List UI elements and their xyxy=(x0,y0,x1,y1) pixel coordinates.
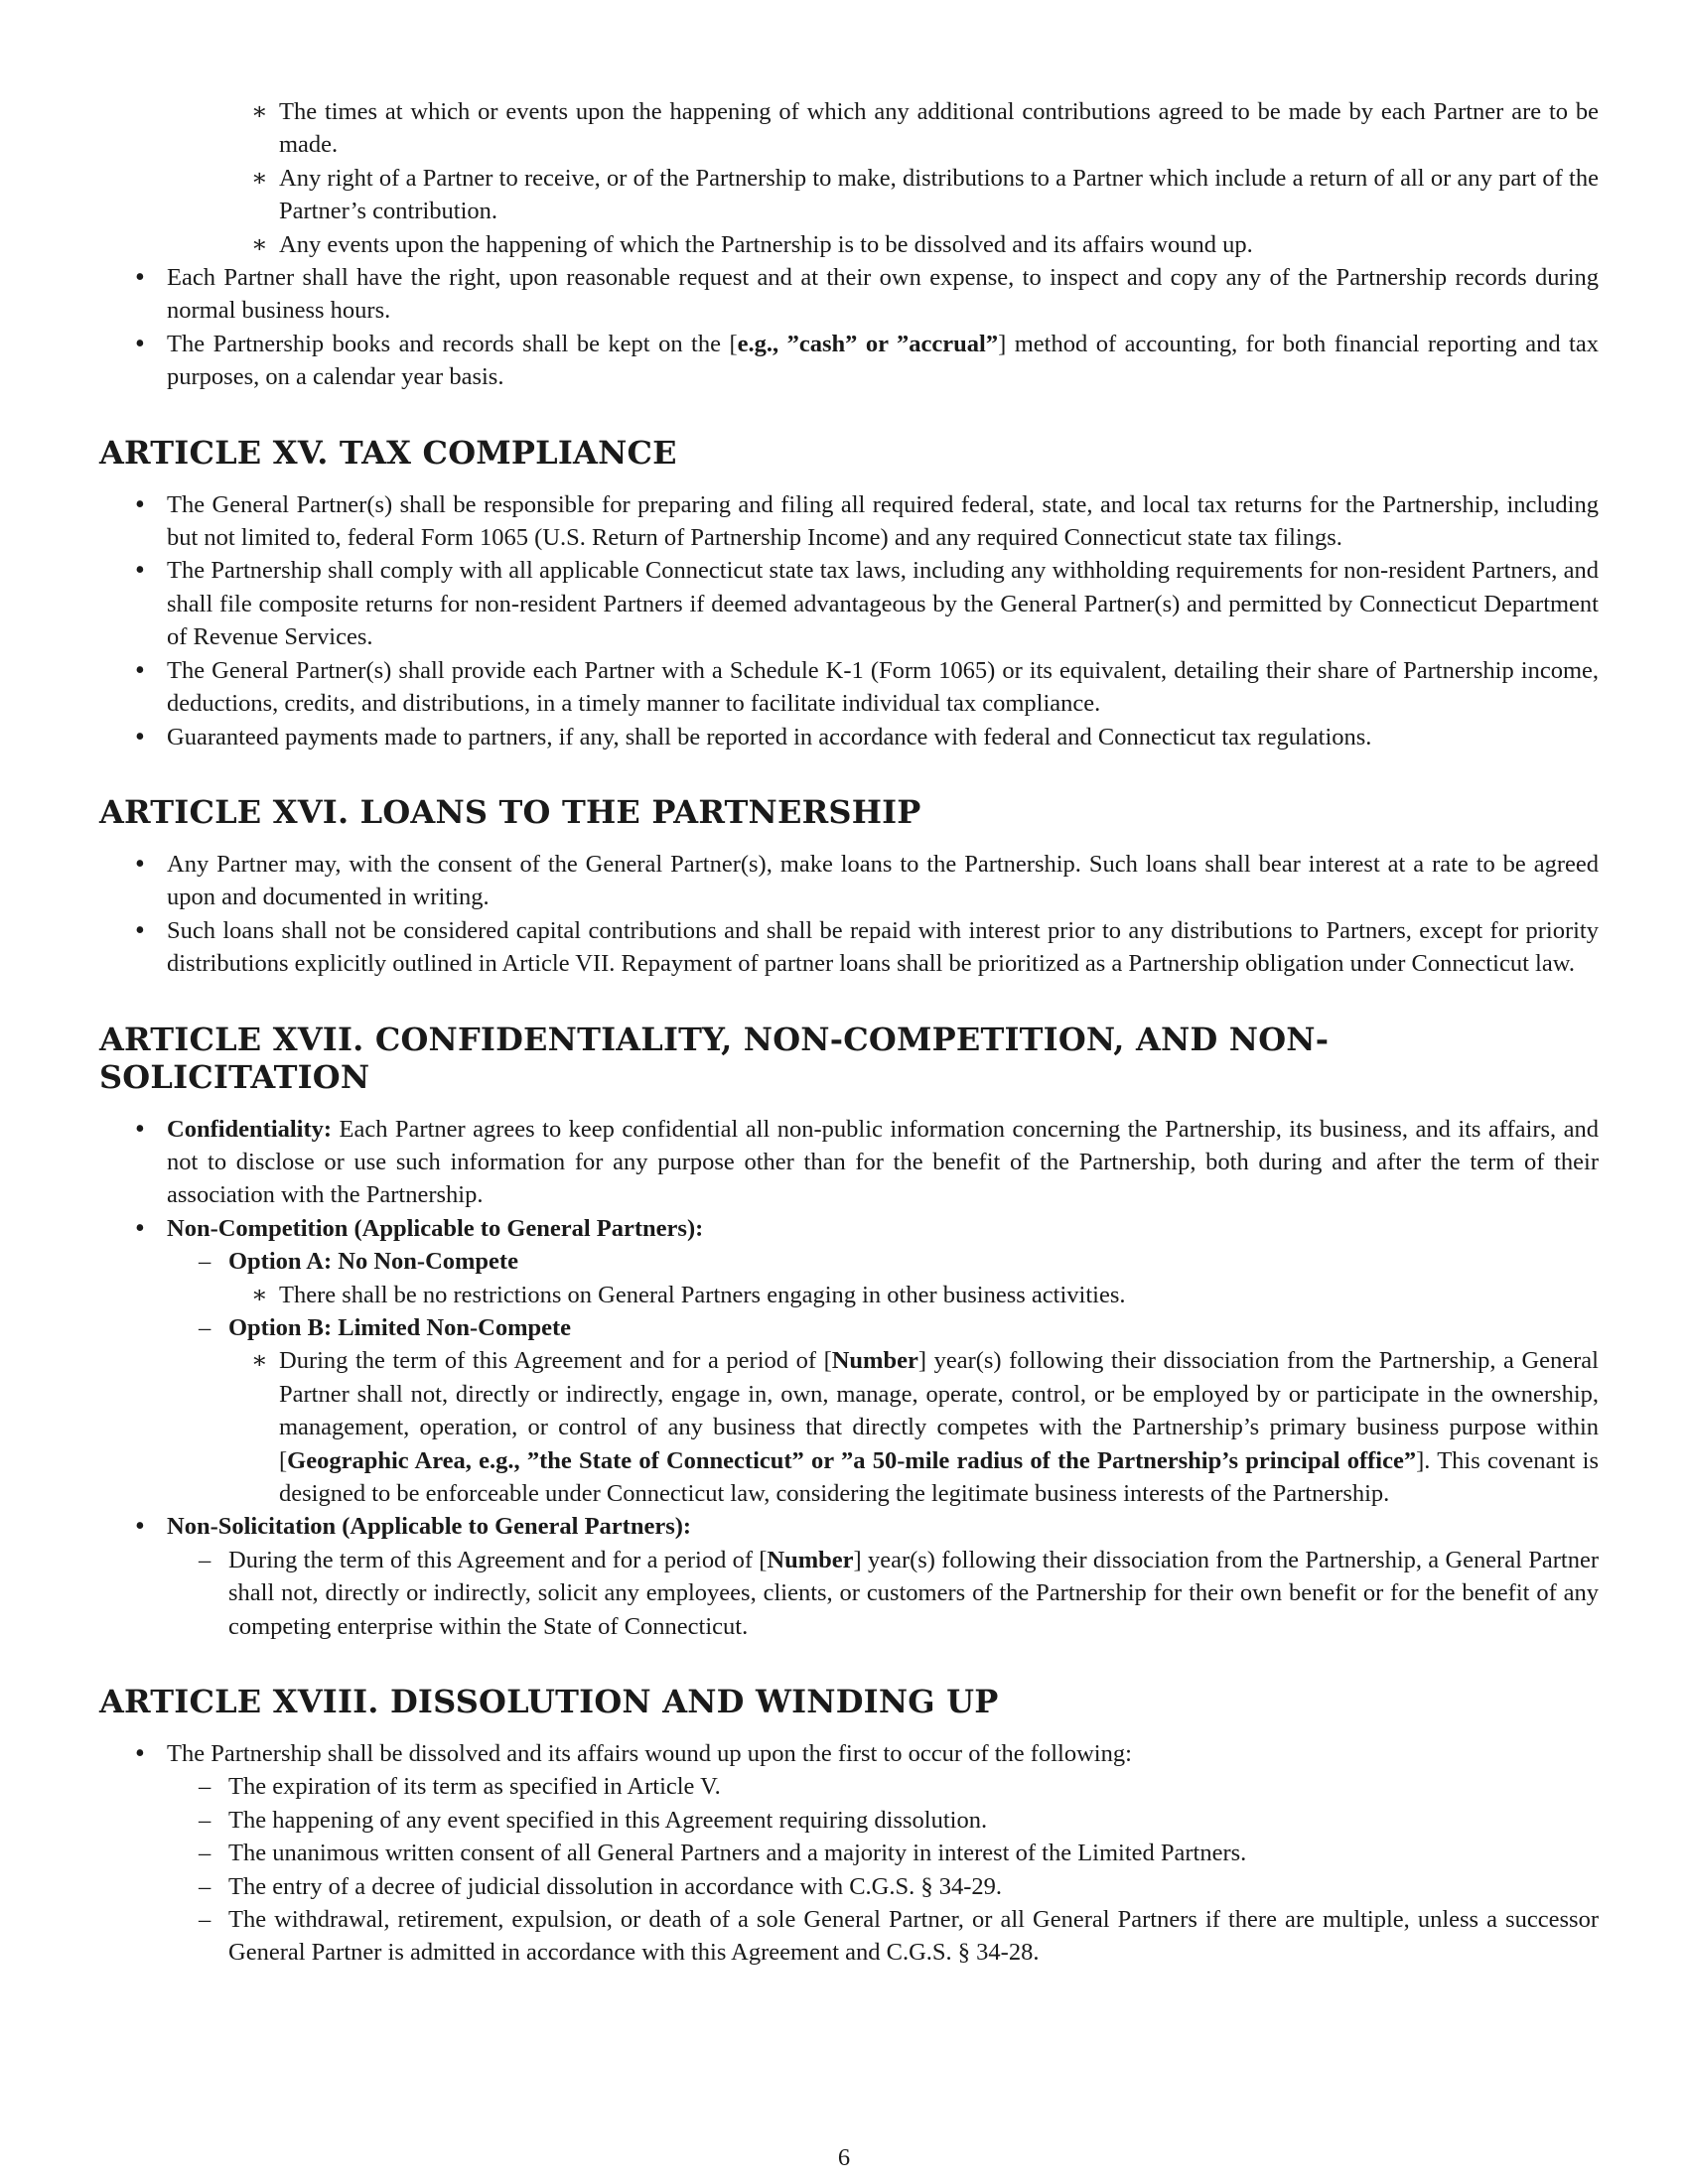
star-marker: ∗ xyxy=(251,1347,268,1375)
bullet-marker: • xyxy=(135,721,145,752)
placeholder-text: Number xyxy=(831,1347,918,1375)
list-item: • The General Partner(s) shall be responsible for preparing and filing all required federal, state, and local tax returns for the Partnership, including but not limited to, federal Form 1065 (U.S. Return of Partnership Income) and any required Connecticut state tax filings. xyxy=(135,488,1599,552)
section-heading: ARTICLE XVIII. DISSOLUTION AND WINDING UP xyxy=(99,1683,999,1721)
placeholder-text: e.g., ”cash” or ”accrual” xyxy=(737,330,999,357)
bullet-marker: • xyxy=(135,654,145,686)
dash-marker: – xyxy=(199,1248,211,1276)
bullet-marker: • xyxy=(135,1113,145,1145)
bullet-marker: • xyxy=(135,914,145,946)
bullet-marker: • xyxy=(135,848,145,880)
list-item: ∗ There shall be no restrictions on General Partners engaging in other business activities. xyxy=(99,1279,1599,1311)
star-marker: ∗ xyxy=(251,164,268,192)
list-item: – The entry of a decree of judicial dissolution in accordance with C.G.S. § 34-29. xyxy=(99,1870,1599,1903)
list-item: – The happening of any event specified in this Agreement requiring dissolution. xyxy=(99,1804,1599,1837)
dash-marker: – xyxy=(199,1840,211,1867)
dash-marker: – xyxy=(199,1806,211,1834)
dash-marker: – xyxy=(199,1906,211,1934)
bullet-marker: • xyxy=(135,1511,145,1543)
document-page xyxy=(99,95,1599,1970)
list-item: ∗ The times at which or events upon the happening of which any additional contributions agreed to be made by each Partner are to be made. xyxy=(99,95,1599,162)
list-item: ∗ Any events upon the happening of which the Partnership is to be dissolved and its affairs wound up. xyxy=(99,228,1599,261)
bullet-marker: • xyxy=(135,328,145,359)
list-item: – The withdrawal, retirement, expulsion, or death of a sole General Partner, or all General Partners if there are multiple, unless a successor General Partner is admitted in accordance with this Agreement and C.G.S. § 34-28. xyxy=(99,1903,1599,1970)
list-item: • Such loans shall not be considered capital contributions and shall be repaid with interest prior to any distributions to Partners, except for priority distributions explicitly outlined in Article VII. Repayment of partner loans shall be prioritized as a Partnership obligation under Connecticut law. xyxy=(135,914,1599,978)
dash-marker: – xyxy=(199,1872,211,1900)
list-item: – Option A: No Non-Compete xyxy=(99,1245,1599,1278)
list-item: • The Partnership shall comply with all applicable Connecticut state tax laws, including any withholding requirements for non-resident Partners, and shall file composite returns for non-resident Partners if deemed advantageous by the General Partner(s) and permitted by Connecticut Department of Revenue Services. xyxy=(135,555,1599,651)
dash-marker: – xyxy=(199,1313,211,1341)
list-item: • Non-Competition (Applicable to General Partners): xyxy=(135,1212,704,1244)
section-heading: ARTICLE XV. TAX COMPLIANCE xyxy=(99,433,677,472)
list-item: – The unanimous written consent of all General Partners and a majority in interest of the Limited Partners. xyxy=(99,1837,1599,1869)
section-heading: ARTICLE XVII. CONFIDENTIALITY, NON-COMPETITION, AND NON-SOLICITATION xyxy=(99,1020,1330,1096)
star-marker: ∗ xyxy=(251,230,268,258)
list-item: • Guaranteed payments made to partners, if any, shall be reported in accordance with federal and Connecticut tax regulations. xyxy=(135,721,1372,752)
star-marker: ∗ xyxy=(251,98,268,125)
list-item: • The Partnership shall be dissolved and its affairs wound up upon the first to occur of the following: xyxy=(135,1738,1132,1770)
bullet-marker: • xyxy=(135,1212,145,1244)
page-number: 6 xyxy=(837,2144,851,2171)
list-item: • The Partnership books and records shall be kept on the [e.g., ”cash” or ”accrual”] method of accounting, for both financial reporting and tax purposes, on a calendar year basis. xyxy=(135,328,1599,391)
list-item: – Option B: Limited Non-Compete xyxy=(99,1311,1599,1344)
list-item: – During the term of this Agreement and for a period of [Number] year(s) following their dissociation from the Partnership, a General Partner shall not, directly or indirectly, solicit any employees, clients, or customers of the Partnership for their own benefit or for the benefit of any competing enterprise within the State of Connecticut. xyxy=(99,1544,1599,1643)
section-heading: ARTICLE XVI. LOANS TO THE PARTNERSHIP xyxy=(99,792,921,831)
dash-marker: – xyxy=(199,1546,211,1573)
bullet-marker: • xyxy=(135,262,145,294)
bullet-marker: • xyxy=(135,488,145,520)
list-item: ∗ Any right of a Partner to receive, or of the Partnership to make, distributions to a Partner which include a return of all or any part of the Partner’s contribution. xyxy=(99,162,1599,228)
star-marker: ∗ xyxy=(251,1281,268,1308)
list-item: ∗ During the term of this Agreement and for a period of [Number] year(s) following their dissociation from the Partnership, a General Partner shall not, directly or indirectly, engage in, own, manage, operate, control, or be employed by or participate in the ownership, management, operation, or control of any business that directly competes with the Partnership’s primary business purpose within [Geographic Area, e.g., ”the State of Connecticut” or ”a 50-mile radius of the Partnership’s principal office”]. This covenant is designed to be enforceable under Connecticut law, considering the legitimate business interests of the Partnership. xyxy=(99,1344,1599,1510)
list-item: • Non-Solicitation (Applicable to General Partners): xyxy=(135,1511,692,1543)
placeholder-text: Geographic Area, e.g., ”the State of Connecticut” or ”a 50-mile radius of the Partnership’s principal office” xyxy=(287,1446,1417,1474)
list-item: – The expiration of its term as specified in Article V. xyxy=(99,1770,1599,1803)
list-item: • Each Partner shall have the right, upon reasonable request and at their own expense, to inspect and copy any of the Partnership records during normal business hours. xyxy=(135,262,1599,325)
list-item: • The General Partner(s) shall provide each Partner with a Schedule K-1 (Form 1065) or its equivalent, detailing their share of Partnership income, deductions, credits, and distributions, in a timely manner to facilitate individual tax compliance. xyxy=(135,654,1599,718)
dash-marker: – xyxy=(199,1773,211,1801)
bullet-marker: • xyxy=(135,1738,145,1770)
bullet-marker: • xyxy=(135,555,145,587)
list-item: • Confidentiality: Each Partner agrees to keep confidential all non-public information concerning the Partnership, its business, and its affairs, and not to disclose or use such information for any purpose other than for the benefit of the Partnership, both during and after the term of their association with the Partnership. xyxy=(135,1113,1599,1209)
list-item: • Any Partner may, with the consent of the General Partner(s), make loans to the Partnership. Such loans shall bear interest at a rate to be agreed upon and documented in writing. xyxy=(135,848,1599,911)
placeholder-text: Number xyxy=(767,1546,854,1573)
